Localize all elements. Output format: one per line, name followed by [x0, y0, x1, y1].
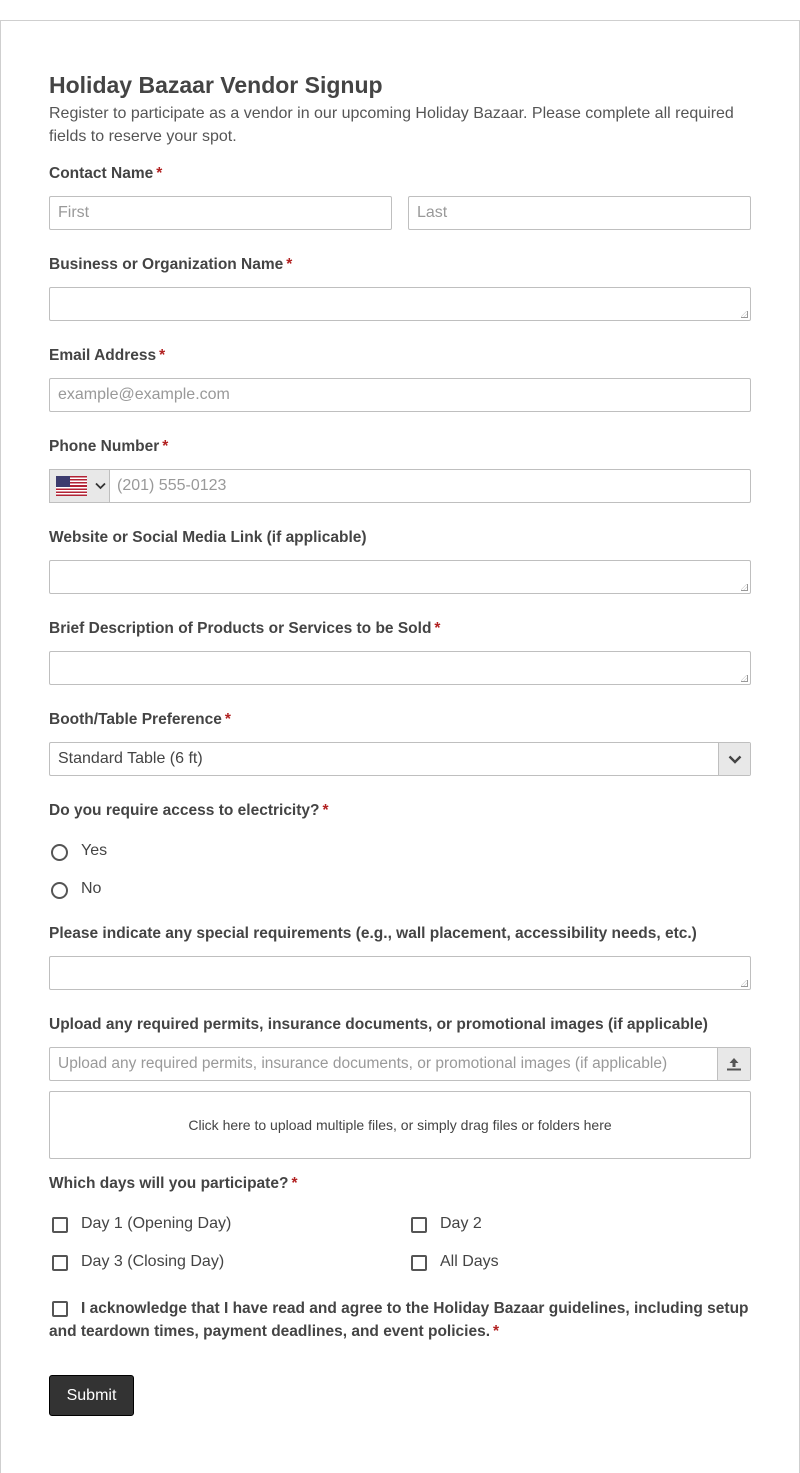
last-name-placeholder: Last [417, 204, 448, 221]
required-mark: * [493, 1323, 500, 1340]
required-mark: * [322, 802, 329, 819]
required-mark: * [434, 620, 441, 637]
dropzone-text: Click here to upload multiple files, or simply drag files or folders here [188, 1117, 612, 1133]
business-name-label: Business or Organization Name * [49, 256, 293, 273]
acknowledge-label[interactable]: I acknowledge that I have read and agree to the Holiday Bazaar guidelines, including setup and teardown times, payment deadlines, and event policies. * [49, 1300, 749, 1340]
submit-button[interactable]: Submit [49, 1375, 134, 1416]
chevron-down-icon [95, 479, 106, 493]
required-mark: * [286, 256, 293, 273]
electricity-label: Do you require access to electricity? * [49, 802, 329, 819]
required-mark: * [159, 347, 166, 364]
required-mark: * [162, 438, 169, 455]
file-dropzone[interactable] [49, 1091, 751, 1159]
products-textarea[interactable] [49, 651, 751, 685]
electricity-no-label[interactable]: No [81, 880, 102, 897]
day1-checkbox[interactable] [52, 1217, 68, 1233]
special-requirements-label: Please indicate any special requirements (e.g., wall placement, accessibility needs, etc.) [49, 925, 697, 942]
form-description: Register to participate as a vendor in our upcoming Holiday Bazaar. Please complete all required fields to reserve your spot. [49, 105, 734, 145]
upload-placeholder: Upload any required permits, insurance documents, or promotional images (if applicable) [58, 1055, 668, 1072]
day3-label[interactable]: Day 3 (Closing Day) [81, 1253, 225, 1270]
upload-label: Upload any required permits, insurance documents, or promotional images (if applicable) [49, 1016, 708, 1033]
days-label: Which days will you participate? * [49, 1175, 298, 1192]
day2-label[interactable]: Day 2 [440, 1215, 482, 1232]
chevron-down-icon[interactable] [718, 743, 750, 775]
special-requirements-textarea[interactable] [49, 956, 751, 990]
resize-handle-icon[interactable] [741, 980, 748, 987]
resize-handle-icon[interactable] [741, 584, 748, 591]
contact-name-label: Contact Name * [49, 165, 163, 182]
products-label: Brief Description of Products or Services to be Sold * [49, 620, 441, 637]
form-title: Holiday Bazaar Vendor Signup [49, 72, 383, 98]
website-textarea[interactable] [49, 560, 751, 594]
booth-label: Booth/Table Preference * [49, 711, 231, 728]
day3-checkbox[interactable] [52, 1255, 68, 1271]
required-mark: * [156, 165, 163, 182]
last-name-input[interactable] [408, 196, 751, 230]
phone-placeholder: (201) 555-0123 [117, 477, 227, 494]
electricity-yes-radio[interactable] [51, 844, 68, 861]
upload-input[interactable] [49, 1047, 751, 1081]
upload-icon[interactable] [717, 1048, 750, 1080]
required-mark: * [291, 1175, 298, 1192]
phone-label: Phone Number * [49, 438, 169, 455]
all-days-checkbox[interactable] [411, 1255, 427, 1271]
day1-label[interactable]: Day 1 (Opening Day) [81, 1215, 232, 1232]
required-mark: * [224, 711, 231, 728]
all-days-label[interactable]: All Days [440, 1253, 499, 1270]
email-input[interactable] [49, 378, 751, 412]
phone-input[interactable] [49, 469, 751, 503]
booth-select[interactable] [49, 742, 751, 776]
first-name-input[interactable] [49, 196, 392, 230]
booth-selected-value: Standard Table (6 ft) [58, 750, 203, 767]
us-flag-icon [56, 476, 87, 496]
day2-checkbox[interactable] [411, 1217, 427, 1233]
business-name-textarea[interactable] [49, 287, 751, 321]
website-label: Website or Social Media Link (if applicable) [49, 529, 367, 546]
country-code-select[interactable] [49, 469, 110, 503]
resize-handle-icon[interactable] [741, 311, 748, 318]
resize-handle-icon[interactable] [741, 675, 748, 682]
email-label: Email Address * [49, 347, 166, 364]
email-placeholder: example@example.com [58, 386, 230, 403]
electricity-yes-label[interactable]: Yes [81, 842, 108, 859]
first-name-placeholder: First [58, 204, 90, 221]
electricity-no-radio[interactable] [51, 882, 68, 899]
